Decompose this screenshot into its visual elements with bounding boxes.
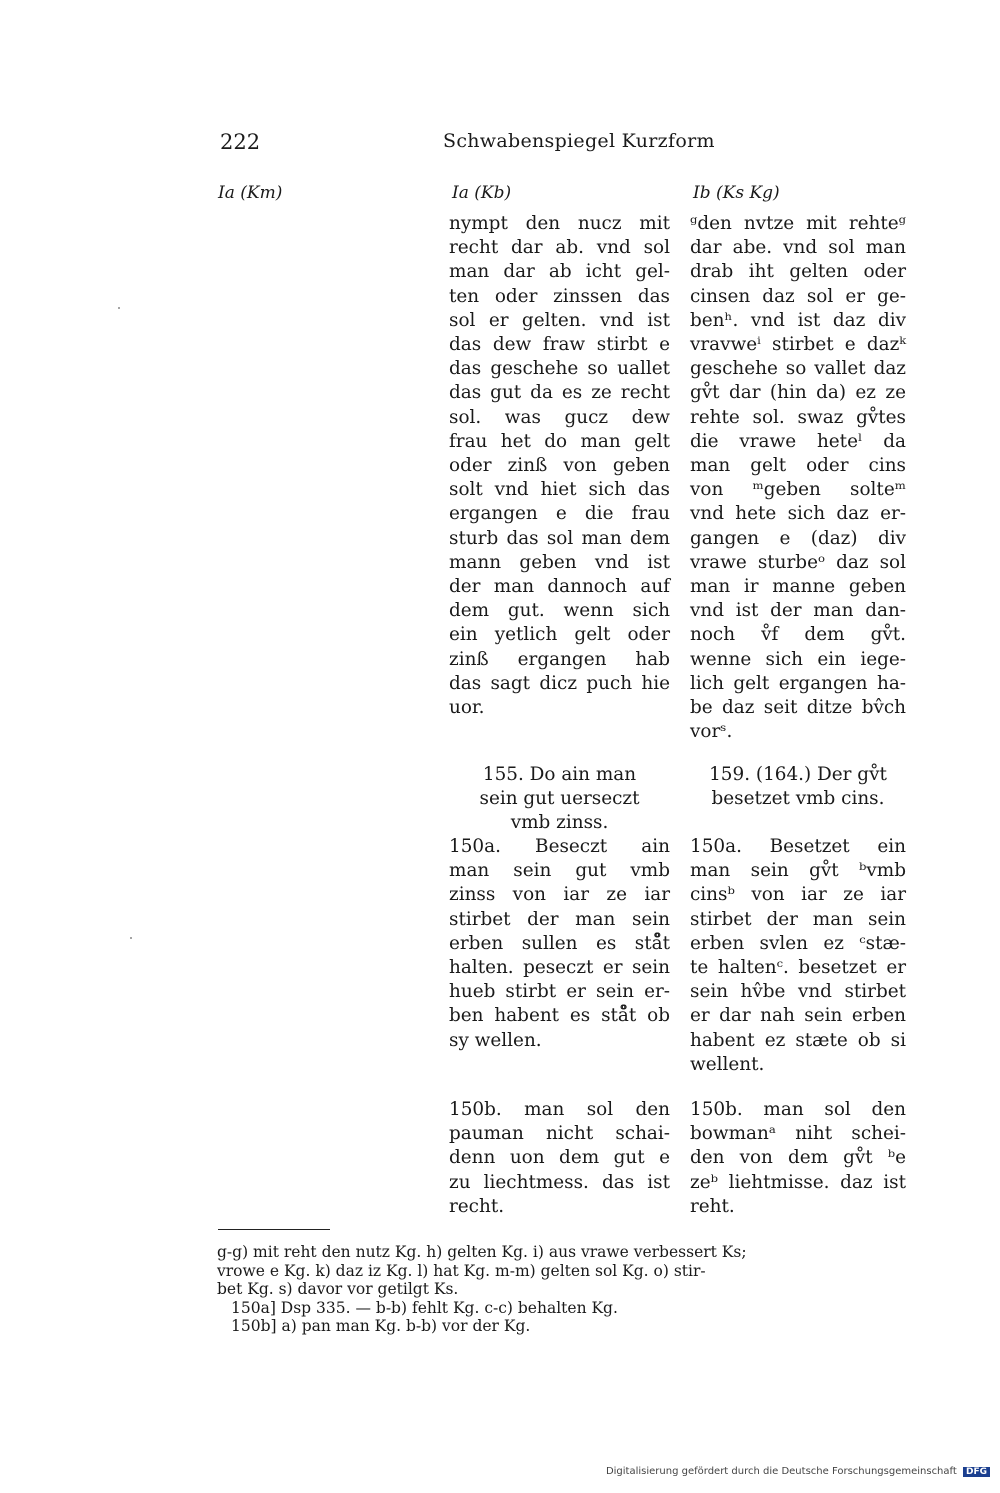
text-line: ben habent es stå̊t ob bbox=[449, 1005, 670, 1027]
text-line: hueb stirbt er sein er- bbox=[449, 981, 670, 1003]
text-line: geschehe so vallet daz bbox=[690, 358, 906, 380]
text-line: noch v̊f dem gv̊t. bbox=[690, 624, 906, 646]
text-line: reht. bbox=[690, 1195, 735, 1217]
text-line: sein hv̂be vnd stirbet bbox=[690, 981, 906, 1003]
text-line: be daz seit ditze bv̂ch bbox=[690, 697, 906, 719]
page-number: 222 bbox=[220, 130, 261, 154]
footnote-line: 150b] a) pan man Kg. b-b) vor der Kg. bbox=[231, 1317, 531, 1336]
text-line: gv̊t dar (hin da) ez ze bbox=[690, 382, 906, 404]
dfg-credit-text: Digitalisierung gefördert durch die Deutsche Forschungsgemeinschaft bbox=[605, 1466, 957, 1477]
text-line: das geschehe so uallet bbox=[449, 358, 670, 380]
text-line: habent ez stæte ob si bbox=[690, 1029, 906, 1051]
running-title: Schwabenspiegel Kurzform bbox=[443, 130, 715, 152]
text-line: 150b. man sol den bbox=[690, 1099, 906, 1120]
text-line: nympt den nucz mit bbox=[449, 213, 670, 234]
footnote-line: bet Kg. s) davor vor getilgt Ks. bbox=[217, 1280, 459, 1299]
footnotes bbox=[217, 1243, 907, 1336]
text-block-ks bbox=[690, 212, 906, 744]
section-150a-ks bbox=[690, 835, 906, 1077]
footnote-line: 150a] Dsp 335. — b-b) fehlt Kg. c-c) behalten Kg. bbox=[231, 1298, 618, 1317]
text-line: besetzet vmb cins. bbox=[711, 788, 885, 810]
text-line: pauman nicht schai- bbox=[449, 1123, 670, 1145]
text-line: 150a. Besetzet ein bbox=[690, 836, 906, 857]
text-line: vnd hete sich daz er- bbox=[690, 503, 906, 525]
text-line: zinß ergangen hab bbox=[449, 648, 670, 670]
text-line: der man dannoch auf bbox=[449, 576, 670, 598]
text-line: sol. was gucz dew bbox=[449, 406, 670, 428]
section-title-kb bbox=[449, 763, 670, 836]
text-line: dem gut. wenn sich bbox=[449, 600, 670, 622]
text-line: te haltenᶜ. besetzet er bbox=[690, 957, 906, 979]
text-line: er dar nah sein erben bbox=[690, 1005, 906, 1027]
text-line: man sein gv̊t ᵇvmb bbox=[690, 860, 906, 882]
section-150b-kb bbox=[449, 1098, 670, 1219]
section-150b-ks bbox=[690, 1098, 906, 1219]
text-line: vmb zinss. bbox=[510, 812, 609, 834]
text-line: vrawe sturbeᵒ daz sol bbox=[690, 551, 906, 573]
column-heading-ks-kg: Ib (Ks Kg) bbox=[693, 183, 780, 203]
text-line: wenne sich ein iege- bbox=[690, 648, 906, 670]
text-block-kb bbox=[449, 212, 670, 720]
text-line: sein gut uerseczt bbox=[479, 788, 640, 810]
text-line: sturb das sol man dem bbox=[449, 527, 670, 549]
text-line: zu liechtmess. das ist bbox=[449, 1171, 670, 1193]
text-line: stirbet der man sein bbox=[449, 908, 670, 930]
text-line: stirbet der man sein bbox=[690, 908, 906, 930]
text-line: gangen e (daz) div bbox=[690, 527, 906, 549]
column-heading-km: Ia (Km) bbox=[218, 183, 283, 203]
text-line: das dew fraw stirbt e bbox=[449, 334, 670, 356]
text-line: 150b. man sol den bbox=[449, 1099, 670, 1120]
text-line: man ir manne geben bbox=[690, 576, 906, 598]
text-line: drab iht gelten oder bbox=[690, 261, 906, 283]
text-line: uor. bbox=[449, 697, 485, 719]
text-line: man gelt oder cins bbox=[690, 455, 906, 477]
margin-speck bbox=[130, 937, 132, 939]
text-line: vnd ist der man dan- bbox=[690, 600, 906, 622]
footnote-line: g-g) mit reht den nutz Kg. h) gelten Kg. i) aus vrawe verbessert Ks; bbox=[217, 1243, 747, 1261]
text-line: bowmanᵃ niht schei- bbox=[690, 1123, 906, 1145]
text-line: von ᵐgeben solteᵐ bbox=[690, 479, 906, 501]
text-line: wellent. bbox=[690, 1053, 765, 1075]
text-line: ᵍden nvtze mit rehteᵍ bbox=[690, 213, 906, 234]
text-line: das gut da es ze recht bbox=[449, 382, 670, 404]
text-line: cinsen daz sol er ge- bbox=[690, 285, 906, 307]
text-line: vravweⁱ stirbet e dazᵏ bbox=[690, 334, 906, 356]
text-line: frau het do man gelt bbox=[449, 430, 670, 452]
text-line: zeᵇ liehtmisse. daz ist bbox=[690, 1171, 906, 1193]
dfg-logo: DFG bbox=[963, 1467, 990, 1477]
text-line: 155. Do ain man bbox=[482, 764, 637, 785]
text-line: vorˢ. bbox=[690, 721, 733, 743]
text-line: das sagt dicz puch hie bbox=[449, 672, 670, 694]
text-line: den von dem gv̊t ᵇe bbox=[690, 1147, 906, 1169]
margin-speck bbox=[118, 307, 120, 309]
text-line: halten. peseczt er sein bbox=[449, 957, 670, 979]
text-line: ein yetlich gelt oder bbox=[449, 624, 670, 646]
text-line: man dar ab icht gel- bbox=[449, 261, 670, 283]
text-line: sol er gelten. vnd ist bbox=[449, 309, 670, 331]
text-line: ergangen e die frau bbox=[449, 503, 670, 525]
footnote-line: vrowe e Kg. k) daz iz Kg. l) hat Kg. m-m) gelten sol Kg. o) stir- bbox=[217, 1261, 706, 1280]
text-line: mann geben vnd ist bbox=[449, 551, 670, 573]
text-line: rehte sol. swaz gv̊tes bbox=[690, 406, 906, 428]
section-150a-kb bbox=[449, 835, 670, 1053]
text-line: erben sullen es stå̊t bbox=[449, 932, 670, 954]
text-line: zinss von iar ze iar bbox=[449, 884, 670, 906]
text-line: lich gelt ergangen ha- bbox=[690, 672, 906, 694]
text-line: ten oder zinssen das bbox=[449, 285, 670, 307]
text-line: sy wellen. bbox=[449, 1029, 542, 1051]
text-line: erben svlen ez ᶜstæ- bbox=[690, 932, 906, 954]
section-title-ks bbox=[690, 763, 906, 811]
text-line: 150a. Beseczt ain bbox=[449, 836, 670, 857]
column-heading-kb: Ia (Kb) bbox=[452, 183, 512, 203]
text-line: cinsᵇ von iar ze iar bbox=[690, 884, 906, 906]
text-line: recht. bbox=[449, 1195, 505, 1217]
dfg-credit bbox=[606, 1466, 990, 1477]
text-line: oder zinß von geben bbox=[449, 455, 670, 477]
text-line: solt vnd hiet sich das bbox=[449, 479, 670, 501]
text-line: recht dar ab. vnd sol bbox=[449, 237, 670, 259]
text-line: benʰ. vnd ist daz div bbox=[690, 309, 906, 331]
text-line: denn uon dem gut e bbox=[449, 1147, 670, 1169]
text-line: 159. (164.) Der gv̊t bbox=[709, 764, 887, 785]
text-line: man sein gut vmb bbox=[449, 860, 670, 882]
text-line: dar abe. vnd sol man bbox=[690, 237, 906, 259]
text-line: die vrawe heteˡ da bbox=[690, 430, 906, 452]
footnote-separator bbox=[218, 1229, 330, 1230]
